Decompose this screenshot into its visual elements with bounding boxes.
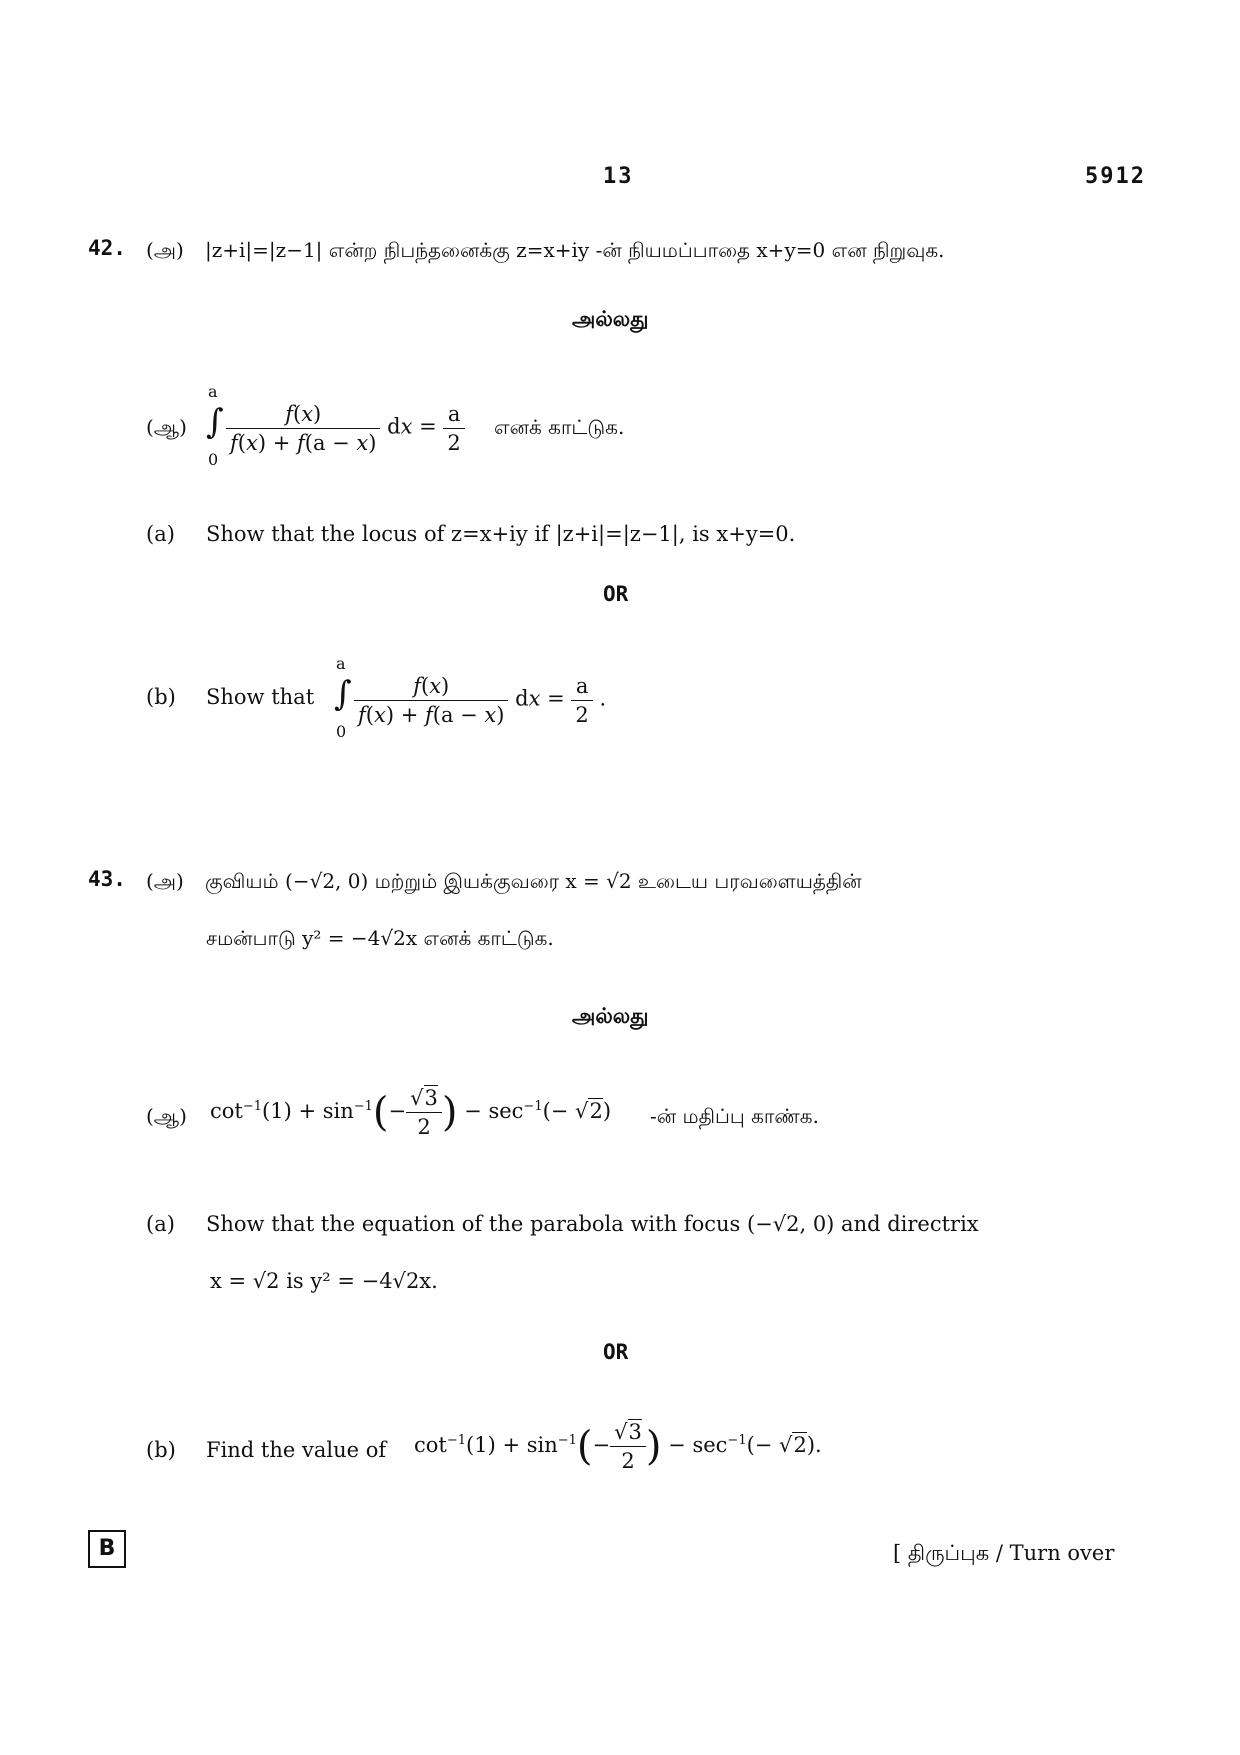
q42-a-label: (a) — [146, 522, 175, 546]
q42-tamil-b-suffix: எனக் காட்டுக. — [494, 415, 625, 439]
q43-tamil-a-label: (அ) — [146, 869, 184, 893]
integral-sign: a ∫ 0 — [206, 382, 224, 469]
q43-a-line2: x = √2 is y² = −4√2x. — [210, 1269, 438, 1293]
result-fraction: $\frac{a}{2}$ — [571, 674, 592, 727]
integrand-fraction: $\frac{f(x)}{f(x) + f(a - x)}$ — [354, 674, 508, 727]
page-number: 13 — [603, 164, 634, 189]
question-number-43: 43. — [88, 867, 126, 891]
turn-over-note: [ திருப்புக / Turn over — [893, 1541, 1115, 1565]
sqrt3-over-2-fraction: $\frac{√3}{2}$ — [406, 1086, 442, 1139]
q43-b-text: Find the value of — [206, 1438, 387, 1462]
integrand-fraction: $\frac{f(x)}{f(x) + f(a - x)}$ — [226, 402, 380, 455]
q43-tamil-a-line1: குவியம் (−√2, 0) மற்றும் இயக்குவரை x = √2 உடைய பரவளையத்தின் — [205, 869, 862, 893]
q43-a-label: (a) — [146, 1212, 175, 1236]
booklet-code-box: B — [88, 1530, 126, 1568]
question-number-42: 42. — [88, 236, 126, 260]
q42-tamil-b-integral: a ∫ 0 $\frac{f(x)}{f(x) + f(a - x)}$ dx = $\frac{a}{2}$ — [206, 398, 465, 458]
q42-b-label: (b) — [146, 685, 176, 709]
q42-a-text: Show that the locus of z=x+iy if |z+i|=|z−1|, is x+y=0. — [206, 522, 796, 546]
result-fraction: $\frac{a}{2}$ — [443, 402, 464, 455]
sqrt3-over-2-fraction: $\frac{√3}{2}$ — [610, 1420, 646, 1473]
integral-sign: a ∫ 0 — [334, 654, 352, 741]
paper-code: 5912 — [1085, 164, 1146, 189]
q42-b-text: Show that — [206, 685, 315, 709]
q43-b-expression: $\cot^{-1}(1) + \sin^{-1}(-$ $\frac{√3}{2}$ ) − $\sec^{-1}(- √2)$. — [414, 1420, 822, 1473]
q43-a-line1: Show that the equation of the parabola with focus (−√2, 0) and directrix — [206, 1212, 979, 1236]
q42-b-integral: a ∫ 0 $\frac{f(x)}{f(x) + f(a - x)}$ dx = $\frac{a}{2}$ . — [334, 654, 607, 741]
q43-or-english: OR — [603, 1340, 629, 1364]
q43-tamil-b-suffix: -ன் மதிப்பு காண்க. — [650, 1104, 819, 1128]
q42-or-english: OR — [603, 582, 629, 606]
q43-tamil-a-line2: சமன்பாடு y² = −4√2x எனக் காட்டுக. — [206, 926, 554, 950]
q42-tamil-b-label: (ஆ) — [146, 415, 187, 439]
q42-or-tamil: அல்லது — [572, 306, 649, 331]
q43-tamil-b-expression: $\cot^{-1}(1) + \sin^{-1}(-$ $\frac{√3}{2}$ ) − $\sec^{-1}(- √2)$ — [210, 1086, 612, 1139]
q42-tamil-a-text: |z+i|=|z−1| என்ற நிபந்தனைக்கு z=x+iy -ன் நியமப்பாதை x+y=0 என நிறுவுக. — [205, 238, 945, 262]
q43-or-tamil: அல்லது — [572, 1003, 649, 1028]
q43-tamil-b-label: (ஆ) — [146, 1104, 187, 1128]
q43-b-label: (b) — [146, 1438, 176, 1462]
q42-tamil-a-label: (அ) — [146, 238, 184, 262]
